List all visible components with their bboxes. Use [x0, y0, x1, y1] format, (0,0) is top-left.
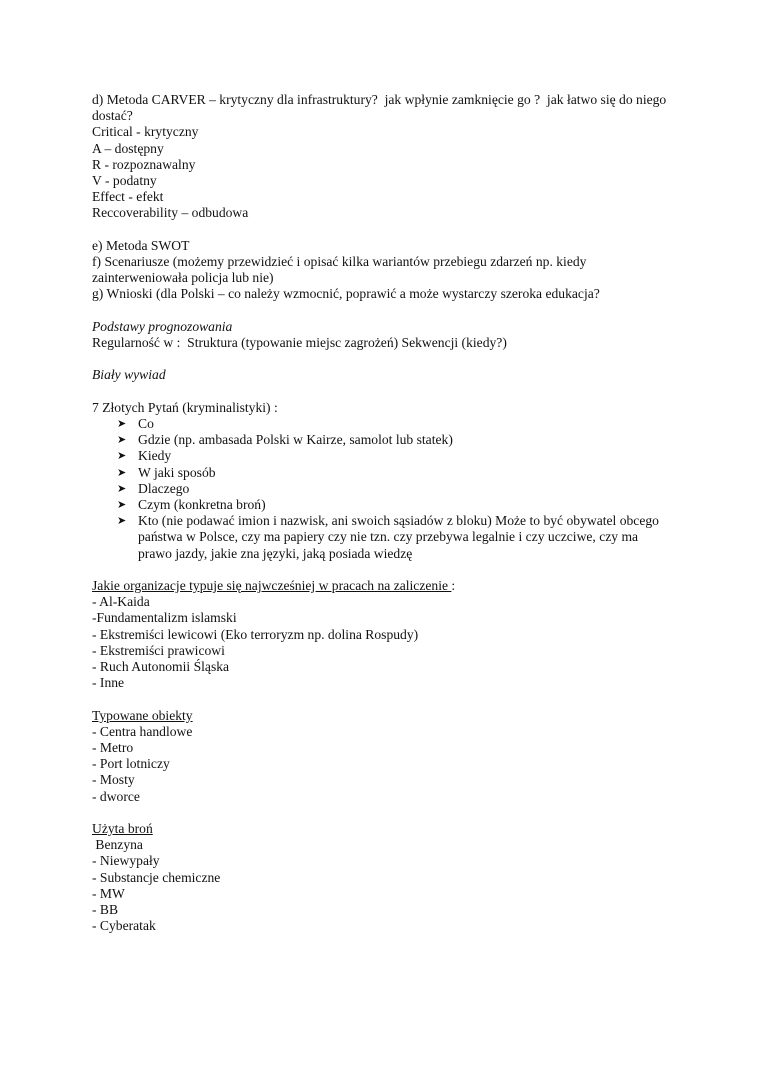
spacer [92, 351, 672, 367]
weapon-item: - Niewypały [92, 853, 160, 869]
organization-item: - Ekstremiści lewicowi (Eko terroryzm np. dolina Rospudy) [92, 626, 419, 642]
target-item: - Centra handlowe [92, 723, 193, 739]
weapon-item: Benzyna [92, 837, 143, 853]
spacer [92, 805, 672, 821]
spacer [92, 562, 672, 578]
organization-item: - Inne [92, 675, 125, 691]
forecasting-title: Podstawy prognozowania [92, 318, 233, 334]
carver-heading: d) Metoda CARVER – krytyczny dla infrastruktury? jak wpłynie zamknięcie go ? jak łatwo się do niego dostać? [92, 92, 670, 124]
list-item [117, 481, 672, 497]
list-item [117, 448, 672, 464]
carver-item-effect: Effect - efekt [92, 189, 164, 205]
organization-item: - Ruch Autonomii Śląska [92, 659, 230, 675]
conclusions-paragraph: g) Wnioski (dla Polski – co należy wzmocnić, poprawić a może wystarczy szeroka edukacja? [92, 286, 600, 302]
carver-item-recoverability: Reccoverability – odbudowa [92, 205, 249, 221]
target-item: - dworce [92, 788, 140, 804]
arrowhead-bullet-icon: ➤ [117, 481, 127, 495]
target-item: - Metro [92, 740, 134, 756]
organizations-title-line [92, 578, 672, 594]
organizations-title-suffix: : [451, 578, 456, 594]
list-item [117, 513, 672, 562]
arrowhead-bullet-icon: ➤ [117, 465, 127, 479]
target-item: - Mosty [92, 772, 135, 788]
arrowhead-bullet-icon: ➤ [117, 417, 127, 430]
golden-questions-title: 7 Złotych Pytań (kryminalistyki) : [92, 399, 278, 415]
forecasting-text: Regularność w : Struktura (typowanie miejsc zagrożeń) Sekwencji (kiedy?) [92, 335, 507, 351]
question-what: Co [138, 416, 154, 431]
organization-item: -Fundamentalizm islamski [92, 610, 237, 626]
question-with-what: Czym (konkretna broń) [138, 497, 266, 513]
arrowhead-bullet-icon: ➤ [117, 433, 127, 447]
spacer [92, 384, 672, 400]
weapon-item: - MW [92, 885, 125, 901]
targets-title: Typowane obiekty [92, 707, 193, 723]
swot-method: e) Metoda SWOT [92, 237, 190, 253]
weapons-title: Użyta broń [92, 821, 153, 837]
question-who: Kto (nie podawać imion i nazwisk, ani swoich sąsiadów z bloku) Może to być obywatel obcego państwa w Polsce, czy ma papiery czy nie tzn. czy przebywa legalnie i czy uczciwe, czy ma prawo jazdy, jakie zna języki, jaką posiada wiedzę [138, 513, 659, 561]
spacer [92, 222, 672, 238]
organization-item: - Al-Kaida [92, 594, 150, 610]
list-item [117, 416, 672, 432]
weapon-item: - BB [92, 902, 119, 918]
arrowhead-bullet-icon: ➤ [117, 514, 127, 528]
arrowhead-bullet-icon: ➤ [117, 498, 127, 512]
target-item: - Port lotniczy [92, 756, 170, 772]
document-page [92, 92, 672, 934]
arrowhead-bullet-icon: ➤ [117, 449, 127, 463]
white-interview-title: Biały wywiad [92, 367, 166, 383]
list-item [117, 465, 672, 481]
weapon-item: - Substancje chemiczne [92, 869, 221, 885]
organization-item: - Ekstremiści prawicowi [92, 642, 225, 658]
carver-item-vulnerable: V - podatny [92, 173, 157, 189]
carver-item-accessible: A – dostępny [92, 140, 164, 156]
question-where: Gdzie (np. ambasada Polski w Kairze, samolot lub statek) [138, 432, 453, 448]
list-item [117, 432, 672, 448]
carver-item-recognizable: R - rozpoznawalny [92, 156, 196, 172]
carver-item-critical: Critical - krytyczny [92, 124, 199, 140]
scenarios-paragraph: f) Scenariusze (możemy przewidzieć i opisać kilka wariantów przebiegu zdarzeń np. kiedy zainterweniowała policja lub nie) [92, 254, 590, 286]
spacer [92, 691, 672, 707]
organizations-title: Jakie organizacje typuje się najwcześniej w pracach na zaliczenie [92, 578, 452, 594]
question-how: W jaki sposób [138, 464, 216, 480]
weapon-item: - Cyberatak [92, 918, 156, 934]
list-item [117, 497, 672, 513]
question-why: Dlaczego [138, 480, 190, 496]
golden-questions-list [92, 416, 672, 562]
question-when: Kiedy [138, 448, 172, 464]
spacer [92, 303, 672, 319]
